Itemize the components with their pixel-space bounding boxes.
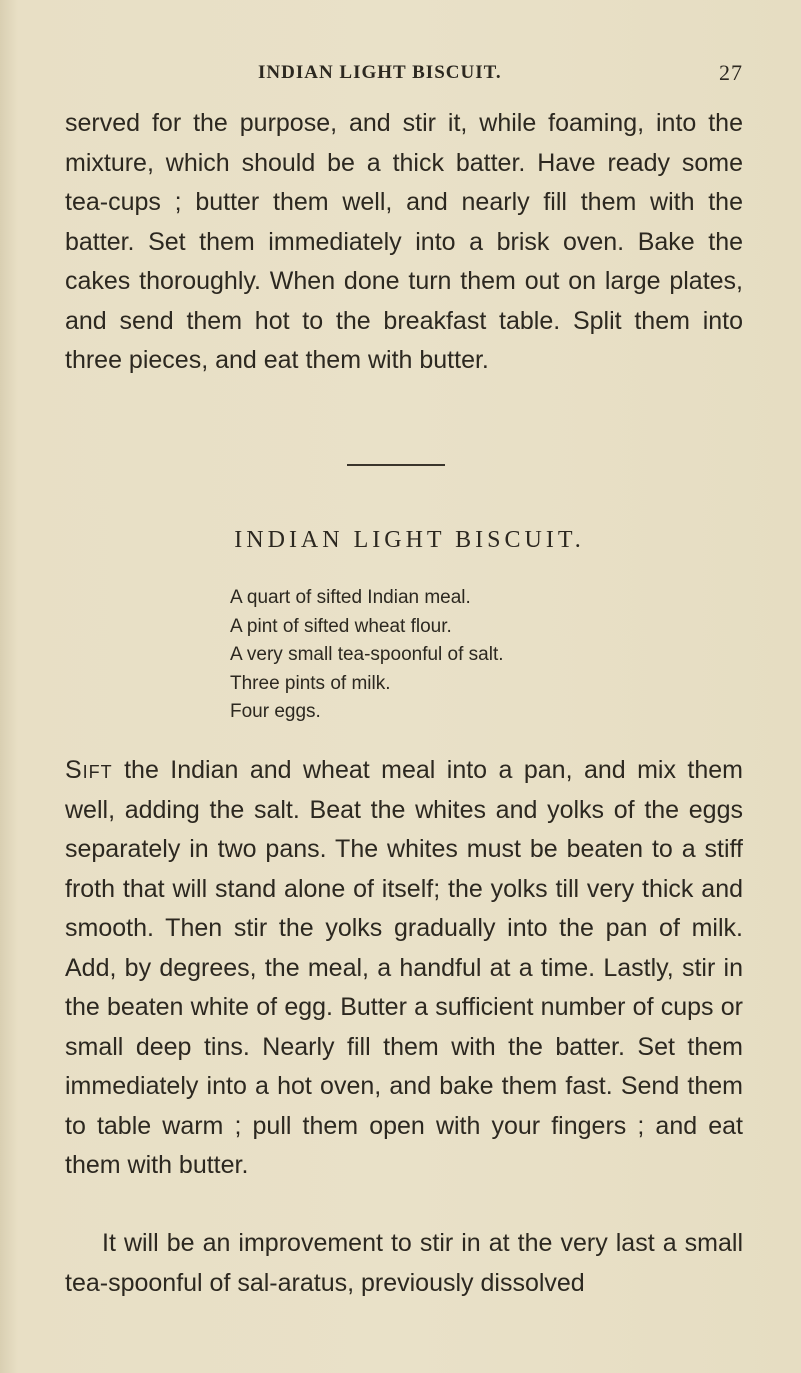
section-divider bbox=[347, 464, 445, 466]
ingredient-item: Three pints of milk. bbox=[230, 672, 391, 694]
ingredient-item: A pint of sifted wheat flour. bbox=[230, 615, 452, 637]
recipe-title: INDIAN LIGHT BISCUIT. bbox=[234, 527, 585, 553]
ingredient-list bbox=[230, 584, 504, 727]
method-text: the Indian and wheat meal into a pan, and mix them well, adding the salt. Beat the whites and yolks of the eggs separately in two pans. The whites must be beaten to a stiff froth that will stand alone of itself; the yolks till very thick and smooth. Then stir the yolks gradually into the pan of milk. Add, by degrees, the meal, a handful at a time. Lastly, stir in the beaten white of egg. Butter a sufficient number of cups or small deep tins. Nearly fill them with the batter. Set them immediately into a hot oven, and bake them fast. Send them to table warm ; pull them open with your fingers ; and eat them with butter. bbox=[65, 756, 743, 1179]
page-number: 27 bbox=[719, 60, 743, 85]
note-paragraph: It will be an improvement to stir in at the very last a small tea-spoonful of sal-aratus, previously dissolved bbox=[65, 1229, 743, 1297]
ingredient-item: Four eggs. bbox=[230, 701, 321, 722]
method-paragraph bbox=[65, 751, 743, 1186]
method-first-word: Sift bbox=[65, 756, 113, 784]
continued-paragraph: served for the purpose, and stir it, while foaming, into the mixture, which should be a thick batter. Have ready some tea-cups ; butter them well, and nearly fill them with the batter. Set them immediately into a brisk oven. Bake the cakes thoroughly. When done turn them out on large plates, and send them hot to the breakfast table. Split them into three pieces, and eat them with butter. bbox=[65, 109, 743, 374]
running-title: INDIAN LIGHT BISCUIT. bbox=[258, 62, 502, 83]
ingredient-item: A quart of sifted Indian meal. bbox=[230, 587, 471, 608]
ingredient-item: A very small tea-spoonful of salt. bbox=[230, 644, 504, 665]
